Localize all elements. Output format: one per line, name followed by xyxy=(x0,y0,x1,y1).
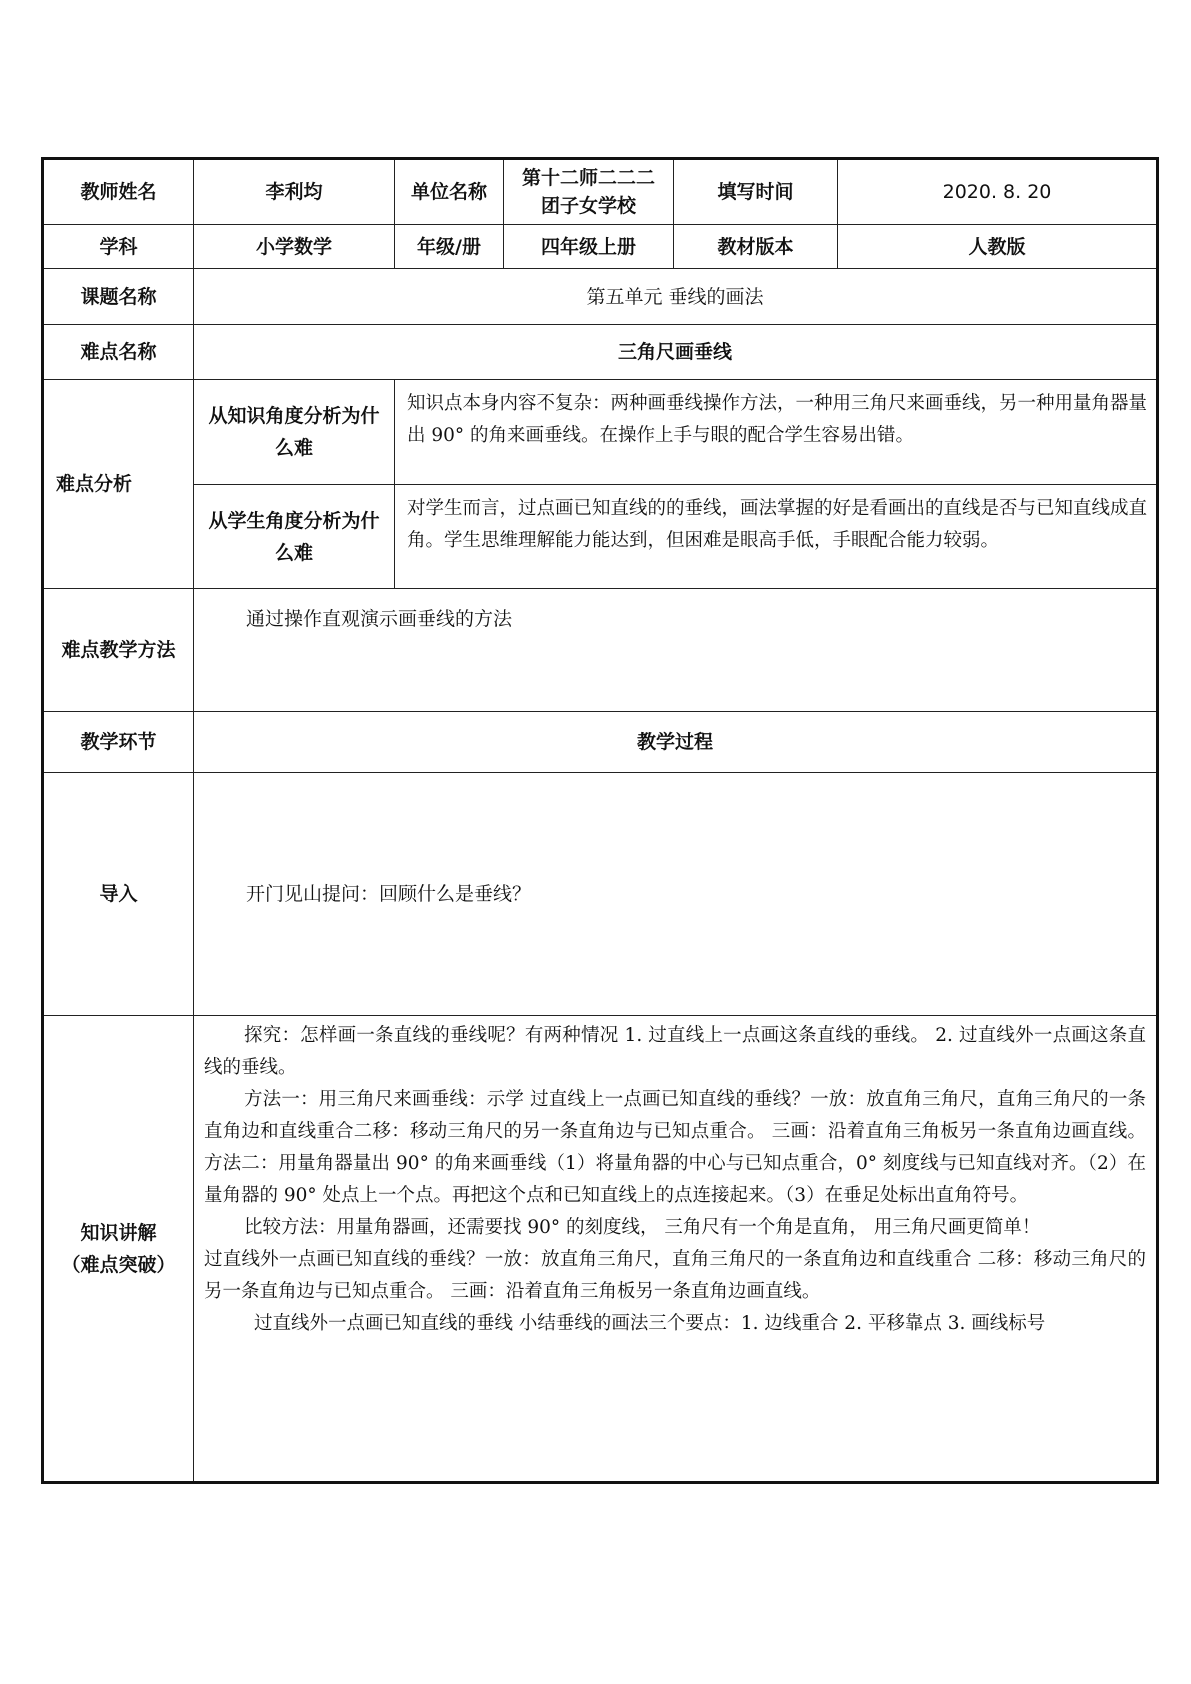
teaching-method-value: 通过操作直观演示画垂线的方法 xyxy=(194,589,1158,712)
knowledge-label-line2: （难点突破） xyxy=(61,1253,176,1276)
edition-value: 人教版 xyxy=(838,225,1158,269)
summary-paragraph: 过直线外一点画已知直线的垂线 小结垂线的画法三个要点：1. 边线重合 2. 平移靠点 3. 画线标号 xyxy=(254,1313,1046,1334)
unit-name-label: 单位名称 xyxy=(395,159,504,225)
teaching-process-label: 教学过程 xyxy=(194,712,1158,773)
knowledge-angle-label: 从知识角度分析为什么难 xyxy=(194,380,395,485)
knowledge-angle-text: 知识点本身内容不复杂：两种画垂线操作方法，一种用三角尺来画垂线，另一种用量角器量出 90° 的角来画垂线。在操作上手与眼的配合学生容易出错。 xyxy=(395,380,1158,485)
explore-paragraph: 探究：怎样画一条直线的垂线呢？有两种情况 1. 过直线上一点画这条直线的垂线。 2. 过直线外一点画这条直线的垂线。 xyxy=(204,1025,1146,1078)
lesson-design-table xyxy=(41,157,1159,1484)
teacher-name-value: 李利均 xyxy=(194,159,395,225)
intro-label: 导入 xyxy=(43,773,194,1016)
knowledge-explain-body xyxy=(194,1016,1158,1483)
teaching-stage-label: 教学环节 xyxy=(43,712,194,773)
analysis-knowledge-row xyxy=(43,380,1158,485)
teaching-method-label: 难点教学方法 xyxy=(43,589,194,712)
difficulty-value: 三角尺画垂线 xyxy=(194,325,1158,380)
topic-row xyxy=(43,269,1158,325)
knowledge-label-line1: 知识讲解 xyxy=(80,1221,157,1244)
analysis-label: 难点分析 xyxy=(43,380,194,589)
compare-paragraph: 比较方法：用量角器画，还需要找 90° 的刻度线， 三角尺有一个角是直角， 用三角尺画更简单！ xyxy=(244,1217,1041,1238)
subject-value: 小学数学 xyxy=(194,225,395,269)
grade-label: 年级/册 xyxy=(395,225,504,269)
student-angle-label: 从学生角度分析为什么难 xyxy=(194,485,395,589)
process-header-row xyxy=(43,712,1158,773)
method-one-paragraph: 方法一：用三角尺来画垂线：示学 过直线上一点画已知直线的垂线？一放：放直角三角尺，直角三角尺的一条直角边和直线重合二移：移动三角尺的另一条直角边与已知点重合。 三画：沿着直角三角板另一条直角边画直线。方法二：用量角器量出 90° 的角来画垂线（1）将量角器的中心与已知点重合，0° 刻度线与已知直线对齐。（2）在量角器的 90° 处点上一个点。再把这个点和已知直线上的点连接起来。（3）在垂足处标出直角符号。 xyxy=(204,1089,1146,1206)
student-angle-text: 对学生而言，过点画已知直线的的垂线，画法掌握的好是看画出的直线是否与已知直线成直角。学生思维理解能力能达到，但困难是眼高手低，手眼配合能力较弱。 xyxy=(395,485,1158,589)
edition-label: 教材版本 xyxy=(674,225,838,269)
fill-time-label: 填写时间 xyxy=(674,159,838,225)
teacher-name-label: 教师姓名 xyxy=(43,159,194,225)
unit-name-value: 第十二师二二二团子女学校 xyxy=(504,159,674,225)
outside-point-paragraph: 过直线外一点画已知直线的垂线？一放：放直角三角尺，直角三角尺的一条直角边和直线重合 二移：移动三角尺的另一条直角边与已知点重合。 三画：沿着直角三角板另一条直角边画直线。 xyxy=(204,1249,1146,1302)
fill-time-value: 2020. 8. 20 xyxy=(838,159,1158,225)
teacher-info-row xyxy=(43,159,1158,225)
analysis-student-row xyxy=(43,485,1158,589)
difficulty-label: 难点名称 xyxy=(43,325,194,380)
subject-row xyxy=(43,225,1158,269)
topic-value: 第五单元 垂线的画法 xyxy=(194,269,1158,325)
topic-label: 课题名称 xyxy=(43,269,194,325)
knowledge-explain-label xyxy=(43,1016,194,1483)
difficulty-row xyxy=(43,325,1158,380)
grade-value: 四年级上册 xyxy=(504,225,674,269)
intro-text: 开门见山提问：回顾什么是垂线？ xyxy=(194,773,1158,1016)
intro-row xyxy=(43,773,1158,1016)
knowledge-row xyxy=(43,1016,1158,1483)
method-row xyxy=(43,589,1158,712)
subject-label: 学科 xyxy=(43,225,194,269)
